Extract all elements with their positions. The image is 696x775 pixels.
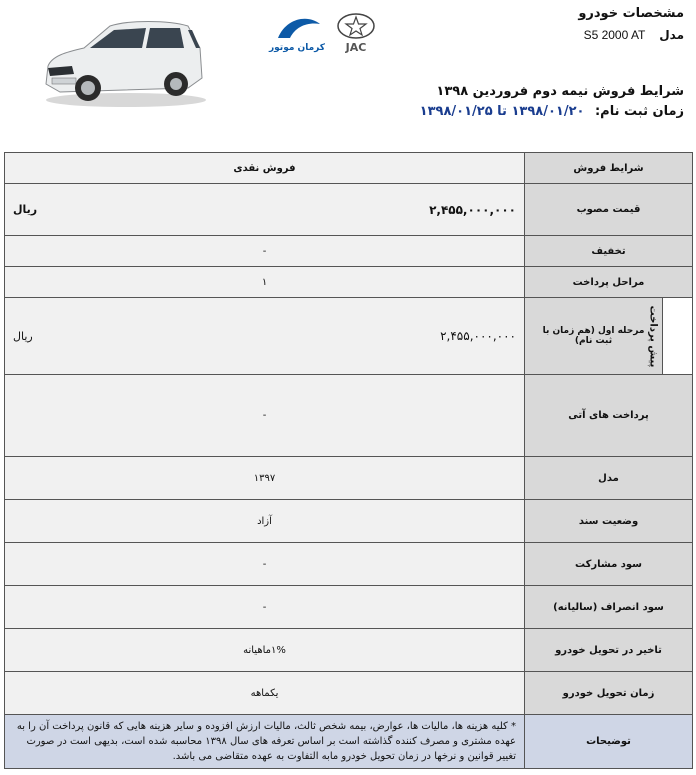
table-row bbox=[5, 267, 693, 298]
registration-label: زمان ثبت نام: bbox=[594, 104, 684, 119]
participation-profit-label-cell: سود مشارکت bbox=[525, 543, 693, 586]
prepayment-tag: پیش پرداخت bbox=[647, 305, 659, 367]
delivery-time-label-cell: زمان تحویل خودرو bbox=[525, 672, 693, 715]
header bbox=[0, 0, 696, 150]
cancellation-profit-label-cell: سود انصراف (سالیانه) bbox=[525, 586, 693, 629]
model-label: مدل bbox=[659, 28, 684, 42]
model-year-label-cell: مدل bbox=[525, 457, 693, 500]
price-unit: ریال bbox=[13, 203, 38, 216]
table-row bbox=[5, 457, 693, 500]
stage1-label-cell: مرحله اول (هم زمان با ثبت نام) bbox=[525, 298, 663, 375]
jac-logo-text: JAC bbox=[345, 41, 367, 54]
stage1-amount: ۲,۴۵۵,۰۰۰,۰۰۰ bbox=[440, 329, 516, 343]
kerman-logo-wing bbox=[278, 19, 320, 38]
payment-steps-label-cell: مراحل پرداخت bbox=[525, 267, 693, 298]
registration-dates: ۱۳۹۸/۰۱/۲۰ تا ۱۳۹۸/۰۱/۲۵ bbox=[419, 104, 585, 119]
header-value-cell: فروش نقدی bbox=[5, 153, 525, 184]
participation-profit-value-cell: - bbox=[5, 543, 525, 586]
notes-label-cell: توضیحات bbox=[525, 715, 693, 769]
jac-logo-star bbox=[346, 17, 366, 35]
delivery-time-value-cell: یکماهه bbox=[5, 672, 525, 715]
table-row bbox=[5, 500, 693, 543]
price-label-cell: قیمت مصوب bbox=[525, 184, 693, 236]
table-row bbox=[5, 629, 693, 672]
table-row bbox=[5, 586, 693, 629]
sales-conditions-table bbox=[4, 152, 693, 769]
kerman-logo-text: کرمان موتور bbox=[268, 43, 326, 53]
prepayment-tag-cell bbox=[647, 298, 693, 375]
document-status-label-cell: وضعیت سند bbox=[525, 500, 693, 543]
cancellation-profit-value-cell: - bbox=[5, 586, 525, 629]
stage1-value-cell bbox=[5, 298, 525, 375]
car-image bbox=[38, 12, 208, 112]
price-amount: ۲,۴۵۵,۰۰۰,۰۰۰ bbox=[429, 202, 516, 217]
table-row bbox=[5, 375, 693, 457]
stage1-unit: ریال bbox=[13, 329, 33, 343]
delivery-delay-label-cell: تاخیر در تحویل خودرو bbox=[525, 629, 693, 672]
spec-title: مشخصات خودرو bbox=[578, 6, 684, 21]
discount-label-cell: تخفیف bbox=[525, 236, 693, 267]
document-status-value-cell: آزاد bbox=[5, 500, 525, 543]
discount-value-cell: - bbox=[5, 236, 525, 267]
header-label-cell: شرایط فروش bbox=[525, 153, 693, 184]
price-value-cell bbox=[5, 184, 525, 236]
future-payments-value-cell: - bbox=[5, 375, 525, 457]
delivery-delay-value-cell: ۱%ماهیانه bbox=[5, 629, 525, 672]
model-year-value-cell: ۱۳۹۷ bbox=[5, 457, 525, 500]
kerman-motor-logo bbox=[268, 12, 326, 54]
model-value: S5 2000 AT bbox=[583, 28, 646, 42]
table-row bbox=[5, 543, 693, 586]
payment-steps-value-cell: ۱ bbox=[5, 267, 525, 298]
table-row bbox=[5, 672, 693, 715]
table-row bbox=[5, 184, 693, 236]
notes-value-cell: * کلیه هزینه ها، مالیات ها، عوارض، بیمه شخص ثالث، مالیات ارزش افزوده و سایر هزینه هایی که قانون پرداخت آن را به عهده مشتری و مصرف کننده گذاشته است بر اساس تعرفه های سال ۱۳۹۸ محاسبه شده است، بدیهی است در صورت تغییر قوانین و نرخها در زمان تحویل خودرو مابه التفاوت به عهده متقاضی می باشد. bbox=[5, 715, 525, 769]
future-payments-label-cell: پرداخت های آتی bbox=[525, 375, 693, 457]
sale-title: شرایط فروش نیمه دوم فروردین ۱۳۹۸ bbox=[436, 84, 684, 99]
jac-logo bbox=[328, 12, 384, 54]
table-row bbox=[5, 153, 693, 184]
table-row bbox=[5, 715, 693, 769]
model-line bbox=[584, 28, 684, 42]
table-row bbox=[5, 298, 693, 375]
table-row bbox=[5, 236, 693, 267]
registration-line bbox=[420, 104, 684, 119]
